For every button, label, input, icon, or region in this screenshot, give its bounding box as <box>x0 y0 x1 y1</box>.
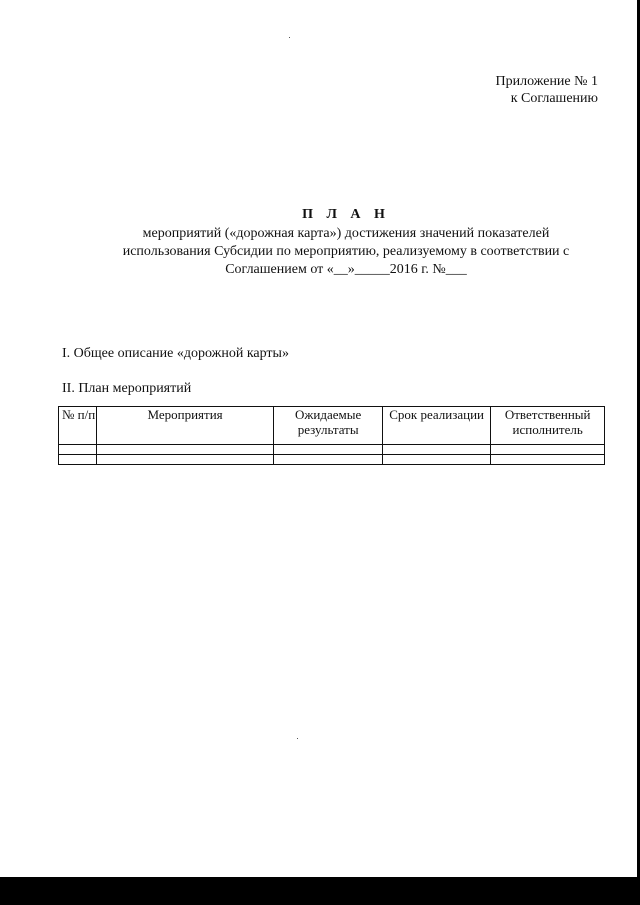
header-deadline: Срок реализации <box>382 407 490 445</box>
appendix-number: Приложение № 1 <box>495 74 598 89</box>
plan-subtitle-line-1: мероприятий («дорожная карта») достижения значений показателей <box>142 226 550 241</box>
table-cell <box>382 445 490 455</box>
scan-speck <box>289 37 290 38</box>
table-cell <box>491 455 605 465</box>
header-responsible: Ответственный исполнитель <box>491 407 605 445</box>
table-cell <box>96 455 274 465</box>
plan-title: П Л А Н <box>302 207 390 222</box>
header-results: Ожидаемые результаты <box>274 407 382 445</box>
table-cell <box>491 445 605 455</box>
scan-speck <box>297 738 298 739</box>
header-number: № п/п <box>59 407 97 445</box>
table-header-row <box>59 407 605 445</box>
table-cell <box>59 455 97 465</box>
table-row <box>59 455 605 465</box>
table-cell <box>274 455 382 465</box>
scan-border-bottom <box>0 877 640 905</box>
appendix-agreement: к Соглашению <box>510 91 598 106</box>
section-general-description: I. Общее описание «дорожной карты» <box>62 346 289 361</box>
plan-subtitle-line-2: использования Субсидии по мероприятию, реализуемому в соответствии с <box>122 244 570 259</box>
activities-table <box>58 406 605 465</box>
table-row <box>59 445 605 455</box>
appendix-note <box>496 73 599 107</box>
table-cell <box>96 445 274 455</box>
plan-subtitle-line-3: Соглашением от «__»_____2016 г. №___ <box>225 262 467 277</box>
table-cell <box>59 445 97 455</box>
plan-heading <box>60 206 632 279</box>
section-activities-plan: II. План мероприятий <box>62 381 192 396</box>
header-activities: Мероприятия <box>96 407 274 445</box>
table-cell <box>382 455 490 465</box>
table-cell <box>274 445 382 455</box>
